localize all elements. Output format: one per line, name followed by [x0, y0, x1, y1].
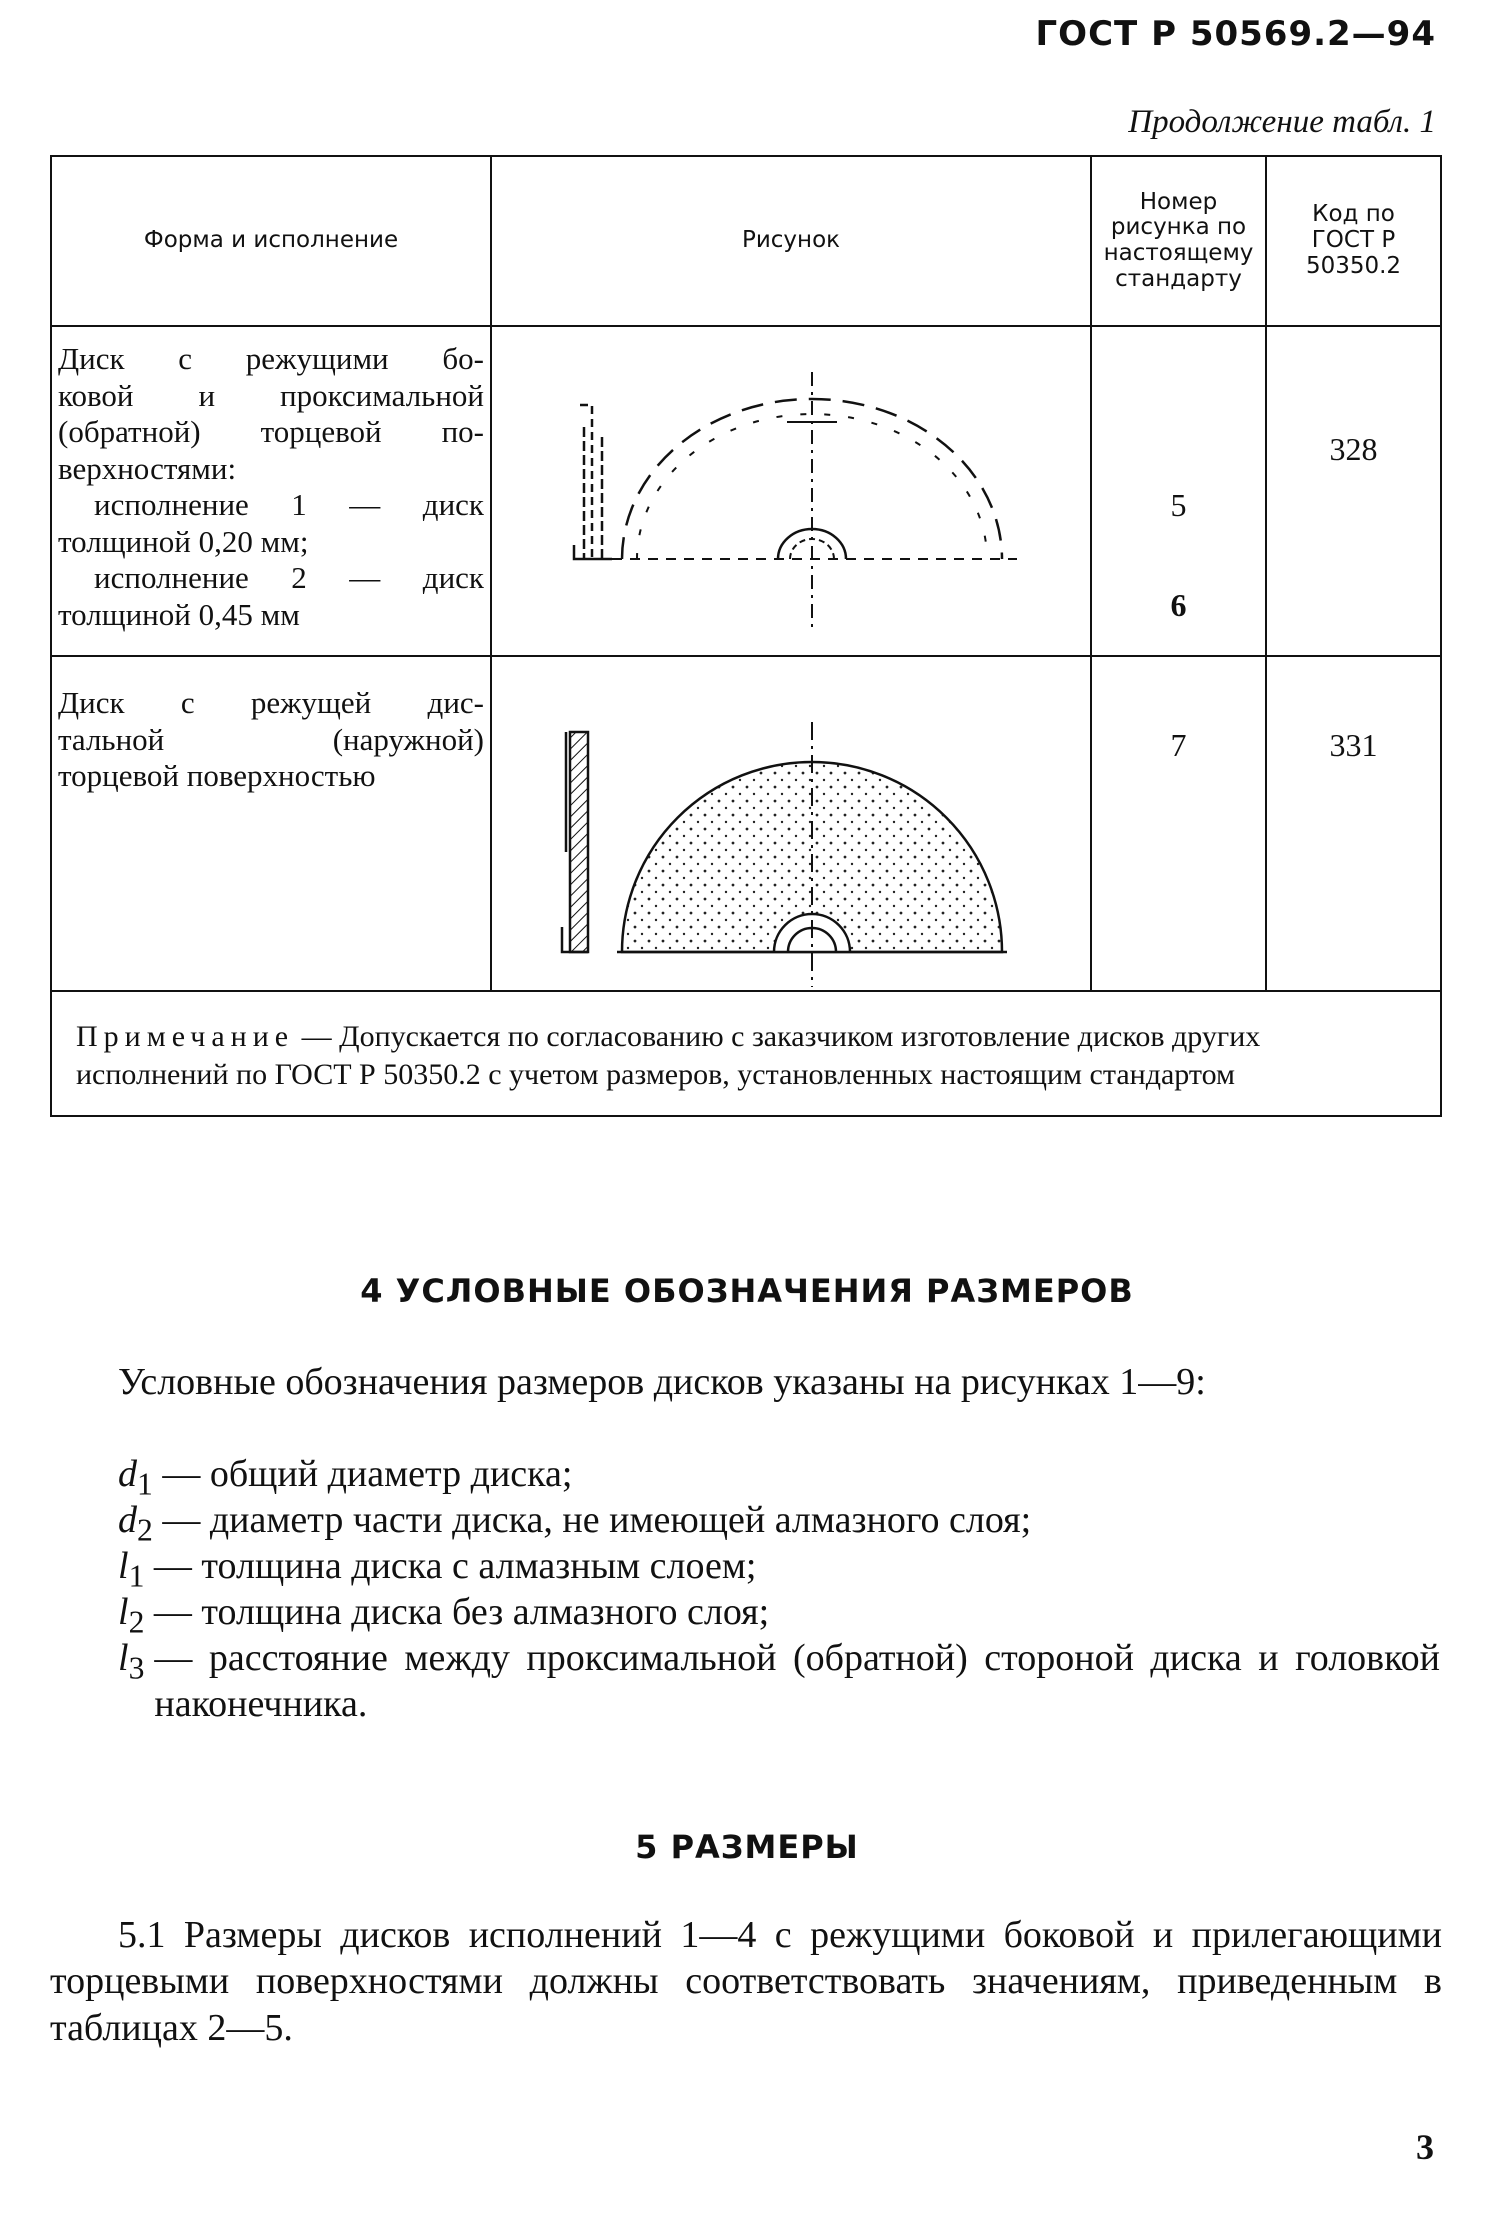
section-5-paragraph: 5.1 Размеры дисков исполнений 1—4 с режущими боковой и прилегающими торцевыми поверхностями должны соответствовать значениям, приведенным в таблицах 2—5.: [50, 1914, 1442, 2049]
row-description: [51, 326, 491, 656]
legend-symbol: l: [118, 1637, 129, 1679]
figure-number: 5: [1170, 487, 1187, 523]
table-note-row: [51, 991, 1441, 1116]
desc-line: (обратной) торцевой по-: [58, 414, 484, 450]
figure-number: 6: [1170, 587, 1187, 623]
desc-line: верхностями:: [58, 450, 237, 486]
legend-item: [118, 1544, 756, 1596]
column-header-figure: Рисунок: [491, 156, 1091, 326]
legend-text: — диаметр части диска, не имеющей алмазного слоя;: [162, 1499, 1032, 1541]
desc-line: исполнение 2 — диск: [94, 560, 484, 596]
row-figure-numbers: [1091, 656, 1266, 991]
page-number: 3: [1416, 2127, 1434, 2167]
legend-text: — расстояние между проксимальной (обратной) стороной диска и головкой наконечника.: [154, 1637, 1440, 1725]
section-4-title: 4 УСЛОВНЫЕ ОБОЗНАЧЕНИЯ РАЗМЕРОВ: [360, 1272, 1134, 1310]
legend-subscript: 2: [128, 1604, 145, 1640]
note-label: Примечание: [76, 1020, 295, 1053]
legend-symbol: d: [118, 1453, 137, 1495]
half-disc-drawing: [492, 327, 1087, 652]
legend-subscript: 1: [128, 1558, 145, 1594]
row-code: 328: [1266, 326, 1441, 656]
desc-line: Диск с режущей дис-: [58, 685, 484, 720]
table-1-continued: [50, 155, 1440, 1155]
legend-text: — толщина диска без алмазного слоя;: [153, 1591, 770, 1633]
legend-symbol: l: [118, 1545, 129, 1587]
note-text: — Допускается по согласованию с заказчиком изготовление дисков других исполнений по ГОСТ Р 50350.2 с учетом размеров, установленных настоящим стандартом: [76, 1020, 1261, 1091]
legend-text: — общий диаметр диска;: [162, 1453, 573, 1495]
section-5-title: 5 РАЗМЕРЫ: [635, 1828, 859, 1866]
legend-item: [118, 1498, 1031, 1550]
desc-line: тальной (наружной): [58, 721, 484, 757]
document-code: ГОСТ Р 50569.2—94: [1035, 14, 1436, 54]
desc-line: толщиной 0,20 мм;: [58, 523, 309, 559]
table-continuation-label: Продолжение табл. 1: [1128, 104, 1436, 140]
figure-number: 7: [1170, 727, 1187, 763]
row-description: [51, 656, 491, 991]
column-header-shape: Форма и исполнение: [51, 156, 491, 326]
legend-item: [118, 1636, 1440, 1727]
desc-line: толщиной 0,45 мм: [58, 597, 300, 633]
dotted-half-disc-drawing: [492, 657, 1087, 987]
legend-symbol: d: [118, 1499, 137, 1541]
desc-line: Диск с режущими бо-: [58, 341, 484, 376]
column-header-figure-number: Номер рисунка по настоящему стандарту: [1091, 156, 1266, 326]
desc-line: торцевой поверхностью: [58, 758, 376, 794]
desc-line: исполнение 1 — диск: [94, 487, 484, 523]
disc-figure-cell: [491, 656, 1091, 991]
legend-symbol-wrap: [118, 1636, 154, 1727]
row-code: 331: [1266, 656, 1441, 991]
legend-item: [118, 1590, 769, 1642]
column-header-code: Код по ГОСТ Р 50350.2: [1266, 156, 1441, 326]
row-figure-numbers: [1091, 326, 1266, 656]
desc-line: ковой и проксимальной: [58, 377, 484, 413]
legend-subscript: 2: [137, 1512, 153, 1548]
legend-text: — толщина диска с алмазным слоем;: [153, 1545, 757, 1587]
table-header-row: [51, 156, 1441, 326]
table-row: [51, 326, 1441, 656]
legend-subscript: 3: [128, 1650, 145, 1686]
table-row: [51, 656, 1441, 991]
legend-subscript: 1: [137, 1466, 153, 1502]
section-4-intro: Условные обозначения размеров дисков указаны на рисунках 1—9:: [118, 1361, 1206, 1403]
legend-symbol: l: [118, 1591, 129, 1633]
table-note: [51, 991, 1441, 1116]
legend-item: [118, 1452, 572, 1504]
disc-figure-cell: [491, 326, 1091, 656]
